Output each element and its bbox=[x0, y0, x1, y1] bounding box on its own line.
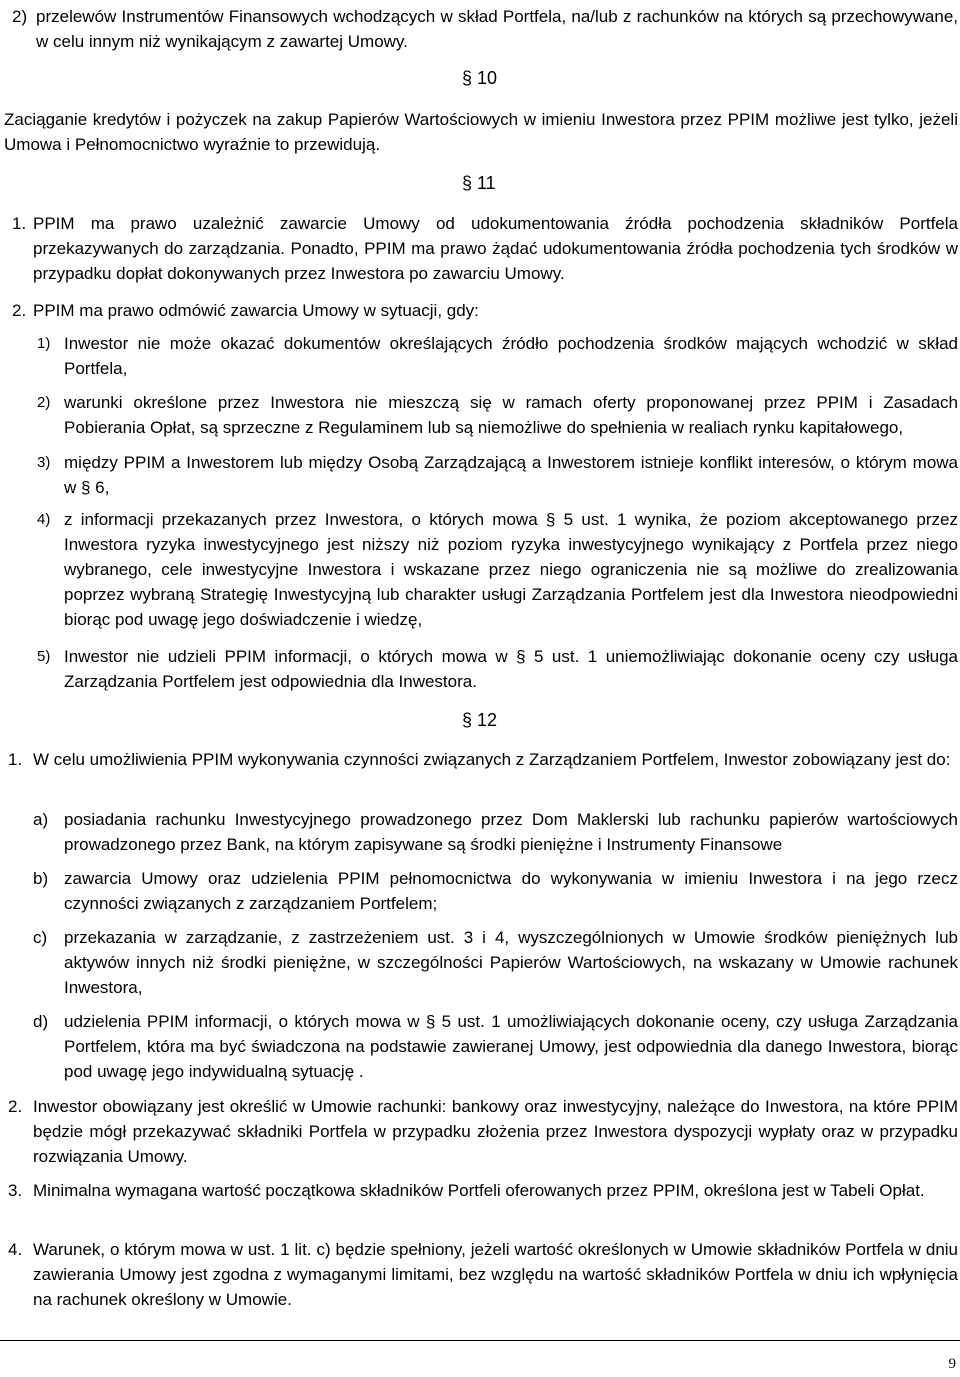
list-number: 3) bbox=[37, 454, 51, 471]
list-item: posiadania rachunku Inwestycyjnego prowadzonego przez Dom Maklerski lub rachunku papierów wartościowych prowadzonego przez Bank, na którym zapisywane są środki pieniężne i Instrumenty Finansowe bbox=[64, 810, 958, 854]
page-number: 9 bbox=[948, 1356, 956, 1372]
paragraph: przelewów Instrumentów Finansowych wchodzących w skład Portfela, na/lub z rachunków na których są przechowywane, w celu innym niż wynikającym z zawartej Umowy. bbox=[36, 7, 958, 51]
paragraph-number: 4. bbox=[8, 1240, 23, 1259]
list-item: przekazania w zarządzanie, z zastrzeżeniem ust. 3 i 4, wyszczególnionych w Umowie środków pieniężnych lub aktywów innych niż środki pieniężne, w szczególności Papierów Wartościowych, na wskazany w Umowie rachunek Inwestora, bbox=[64, 928, 958, 997]
list-letter: a) bbox=[33, 810, 49, 829]
list-letter: b) bbox=[33, 869, 49, 888]
paragraph: PPIM ma prawo odmówić zawarcia Umowy w sytuacji, gdy: bbox=[33, 301, 479, 320]
paragraph-number: 1. bbox=[12, 214, 27, 233]
list-item: zawarcia Umowy oraz udzielenia PPIM pełnomocnictwa do wykonywania w imieniu Inwestora i na jego rzecz czynności związanych z zarządzaniem Portfelem; bbox=[64, 869, 958, 913]
list-number: 2) bbox=[12, 7, 28, 26]
list-item: Inwestor nie udzieli PPIM informacji, o których mowa w § 5 ust. 1 uniemożliwiając dokonanie oceny czy usługa Zarządzania Portfelem jest odpowiednia dla Inwestora. bbox=[64, 647, 958, 691]
section-heading-12: § 12 bbox=[462, 710, 498, 730]
list-item: udzielenia PPIM informacji, o których mowa w § 5 ust. 1 umożliwiających dokonanie oceny, czy usługa Zarządzania Portfelem, która ma być świadczona na podstawie zawieranej Umowy, jest odpowiednia dla danego Inwestora, biorąc pod uwagę jego indywidualną sytuację . bbox=[64, 1012, 958, 1081]
footer-rule bbox=[0, 1340, 960, 1341]
paragraph-number: 2. bbox=[12, 301, 27, 320]
list-item: między PPIM a Inwestorem lub między Osobą Zarządzającą a Inwestorem istnieje konflikt interesów, o którym mowa w § 6, bbox=[64, 453, 958, 497]
list-letter: c) bbox=[33, 928, 48, 947]
paragraph: Zaciąganie kredytów i pożyczek na zakup Papierów Wartościowych w imieniu Inwestora przez PPIM możliwe jest tylko, jeżeli Umowa i Pełnomocnictwo wyraźnie to przewidują. bbox=[4, 110, 958, 154]
list-number: 4) bbox=[37, 511, 51, 528]
list-item: Inwestor nie może okazać dokumentów określających źródło pochodzenia środków mających wchodzić w skład Portfela, bbox=[64, 334, 958, 378]
list-number: 2) bbox=[37, 394, 51, 411]
paragraph-number: 3. bbox=[8, 1181, 23, 1200]
paragraph: Inwestor obowiązany jest określić w Umowie rachunki: bankowy oraz inwestycyjny, należące do Inwestora, na które PPIM będzie mógł przekazywać składniki Portfela w przypadku złożenia przez Inwestora dyspozycji wypłaty oraz w przypadku rozwiązania Umowy. bbox=[33, 1097, 958, 1166]
list-item: z informacji przekazanych przez Inwestora, o których mowa § 5 ust. 1 wynika, że poziom akceptowanego przez Inwestora ryzyka inwestycyjnego jest niższy niż poziom ryzyka inwestycyjnego wynikający z Portfela przez niego wybranego, cele inwestycyjne Inwestora i wskazane przez niego ograniczenia nie są możliwe do zrealizowania poprzez wybraną Strategię Inwestycyjną lub charakter usługi Zarządzania Portfelem jest dla Inwestora nieodpowiedni biorąc pod uwagę jego doświadczenie i wiedzę, bbox=[64, 510, 958, 629]
section-heading-11: § 11 bbox=[462, 173, 496, 193]
list-letter: d) bbox=[33, 1012, 49, 1031]
list-number: 5) bbox=[37, 648, 51, 665]
section-heading-10: § 10 bbox=[462, 68, 498, 88]
paragraph: PPIM ma prawo uzależnić zawarcie Umowy od udokumentowania źródła pochodzenia składników Portfela przekazywanych do zarządzania. Ponadto, PPIM ma prawo żądać udokumentowania źródła pochodzenia tych środków w przypadku dopłat dokonywanych przez Inwestora po zawarciu Umowy. bbox=[33, 214, 958, 283]
paragraph-number: 2. bbox=[8, 1097, 23, 1116]
paragraph: Minimalna wymagana wartość początkowa składników Portfeli oferowanych przez PPIM, określona jest w Tabeli Opłat. bbox=[33, 1181, 925, 1200]
list-number: 1) bbox=[37, 335, 51, 352]
paragraph: Warunek, o którym mowa w ust. 1 lit. c) będzie spełniony, jeżeli wartość określonych w Umowie składników Portfela w dniu zawierania Umowy jest zgodna z wymaganymi limitami, bez względu na wartość składników Portfela w dniu ich wpłynięcia na rachunek określony w Umowie. bbox=[33, 1240, 958, 1309]
list-item: warunki określone przez Inwestora nie mieszczą się w ramach oferty proponowanej przez PPIM i Zasadach Pobierania Opłat, są sprzeczne z Regulaminem lub są niemożliwe do spełnienia w realiach rynku kapitałowego, bbox=[64, 393, 958, 437]
paragraph-number: 1. bbox=[8, 750, 23, 769]
paragraph: W celu umożliwienia PPIM wykonywania czynności związanych z Zarządzaniem Portfelem, Inwestor zobowiązany jest do: bbox=[33, 750, 951, 769]
